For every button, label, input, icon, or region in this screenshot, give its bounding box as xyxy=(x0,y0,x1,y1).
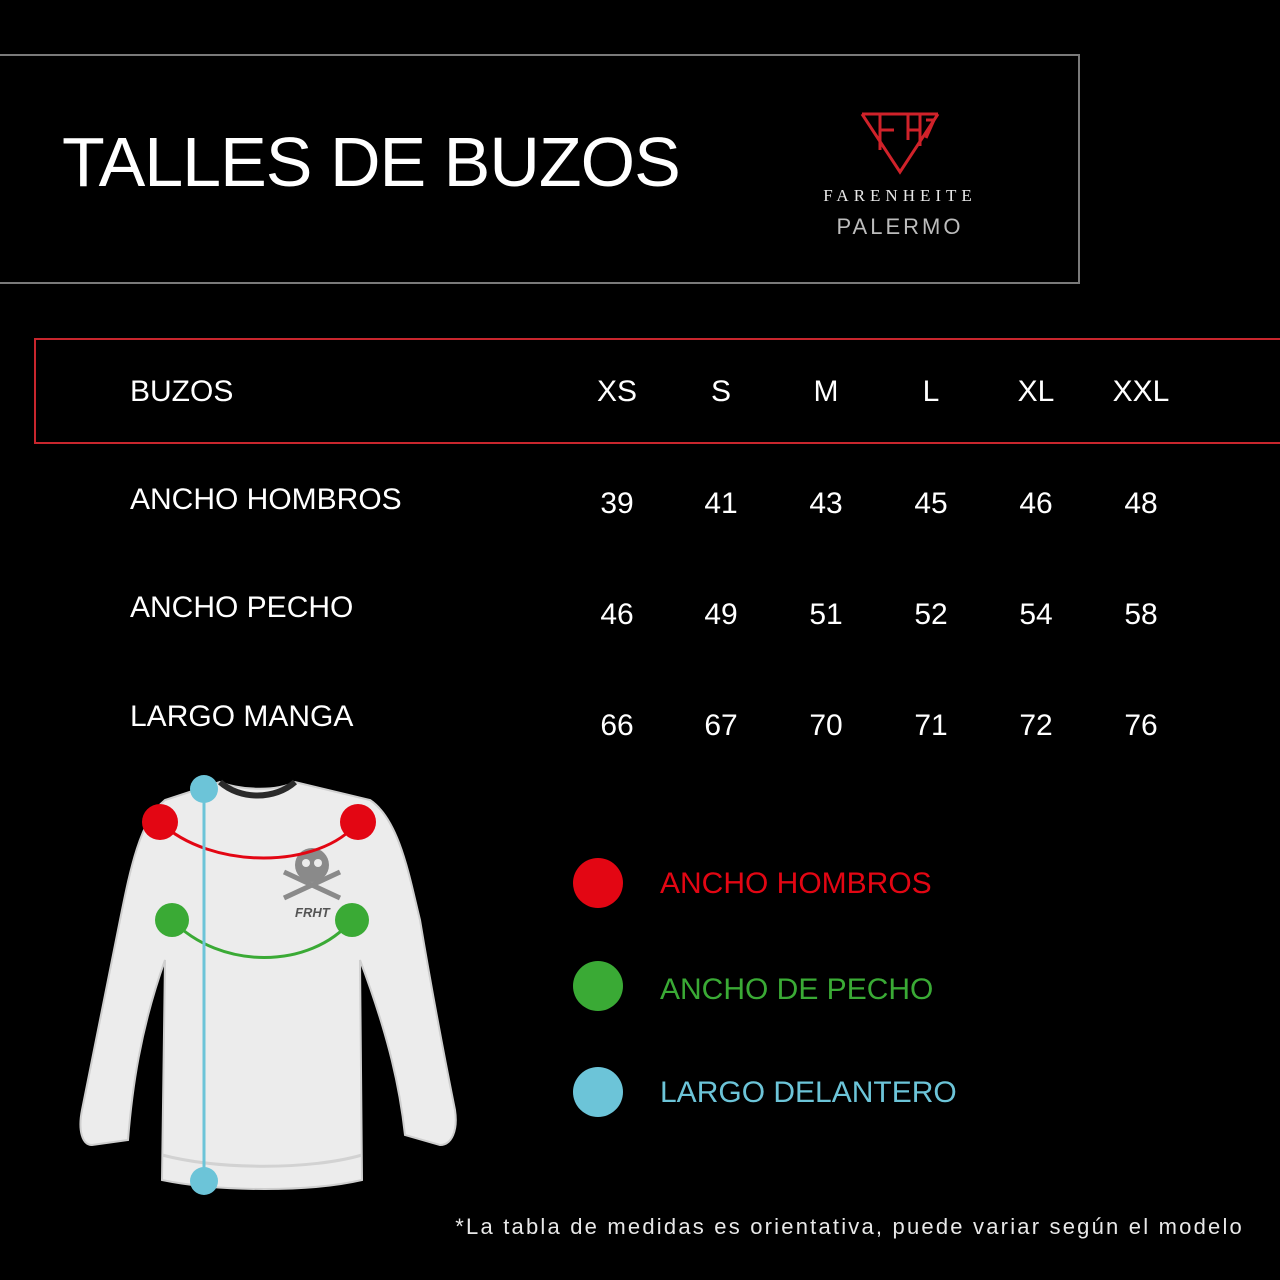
table-cell: 46 xyxy=(1019,487,1053,520)
size-header-xs: XS xyxy=(596,375,638,408)
table-cell: 45 xyxy=(914,487,948,520)
size-header-l: L xyxy=(922,375,940,408)
row-label: ANCHO HOMBROS xyxy=(130,483,402,516)
table-cell: 76 xyxy=(1124,709,1158,742)
size-header-s: S xyxy=(710,375,731,408)
row-label: ANCHO PECHO xyxy=(130,591,354,624)
table-cell: 43 xyxy=(809,487,843,520)
garment-print-text: FRHT xyxy=(295,905,330,920)
table-corner-label: BUZOS xyxy=(130,375,234,408)
legend-green-dot xyxy=(573,961,623,1011)
brand-name: FARENHEITE xyxy=(823,186,977,205)
table-cell: 49 xyxy=(704,598,738,631)
table-cell: 51 xyxy=(809,598,843,631)
footnote: *La tabla de medidas es orientativa, puede variar según el modelo xyxy=(455,1214,1244,1239)
table-cell: 71 xyxy=(914,709,948,742)
table-cell: 67 xyxy=(704,709,738,742)
legend-front-length: LARGO DELANTERO xyxy=(660,1076,957,1109)
table-cell: 58 xyxy=(1124,598,1158,631)
table-cell: 41 xyxy=(704,487,738,520)
table-cell: 70 xyxy=(809,709,843,742)
legend-blue-dot xyxy=(573,1067,623,1117)
sweatshirt-icon xyxy=(70,760,480,1200)
table-cell: 48 xyxy=(1124,487,1158,520)
size-header-xl: XL xyxy=(1017,375,1055,408)
table-cell: 66 xyxy=(600,709,634,742)
table-cell: 39 xyxy=(600,487,634,520)
size-header-xxl: XXL xyxy=(1112,375,1170,408)
size-header-m: M xyxy=(813,375,839,408)
legend-chest-width: ANCHO DE PECHO xyxy=(660,973,934,1006)
table-cell: 52 xyxy=(914,598,948,631)
legend-red-dot xyxy=(573,858,623,908)
table-cell: 72 xyxy=(1019,709,1053,742)
fhz-monogram-logo xyxy=(780,110,1020,180)
brand-location: PALERMO xyxy=(836,214,964,239)
table-cell: 54 xyxy=(1019,598,1053,631)
row-label: LARGO MANGA xyxy=(130,700,354,733)
table-cell: 46 xyxy=(600,598,634,631)
page-title: TALLES DE BUZOS xyxy=(62,123,680,201)
legend-shoulder-width: ANCHO HOMBROS xyxy=(660,867,932,900)
